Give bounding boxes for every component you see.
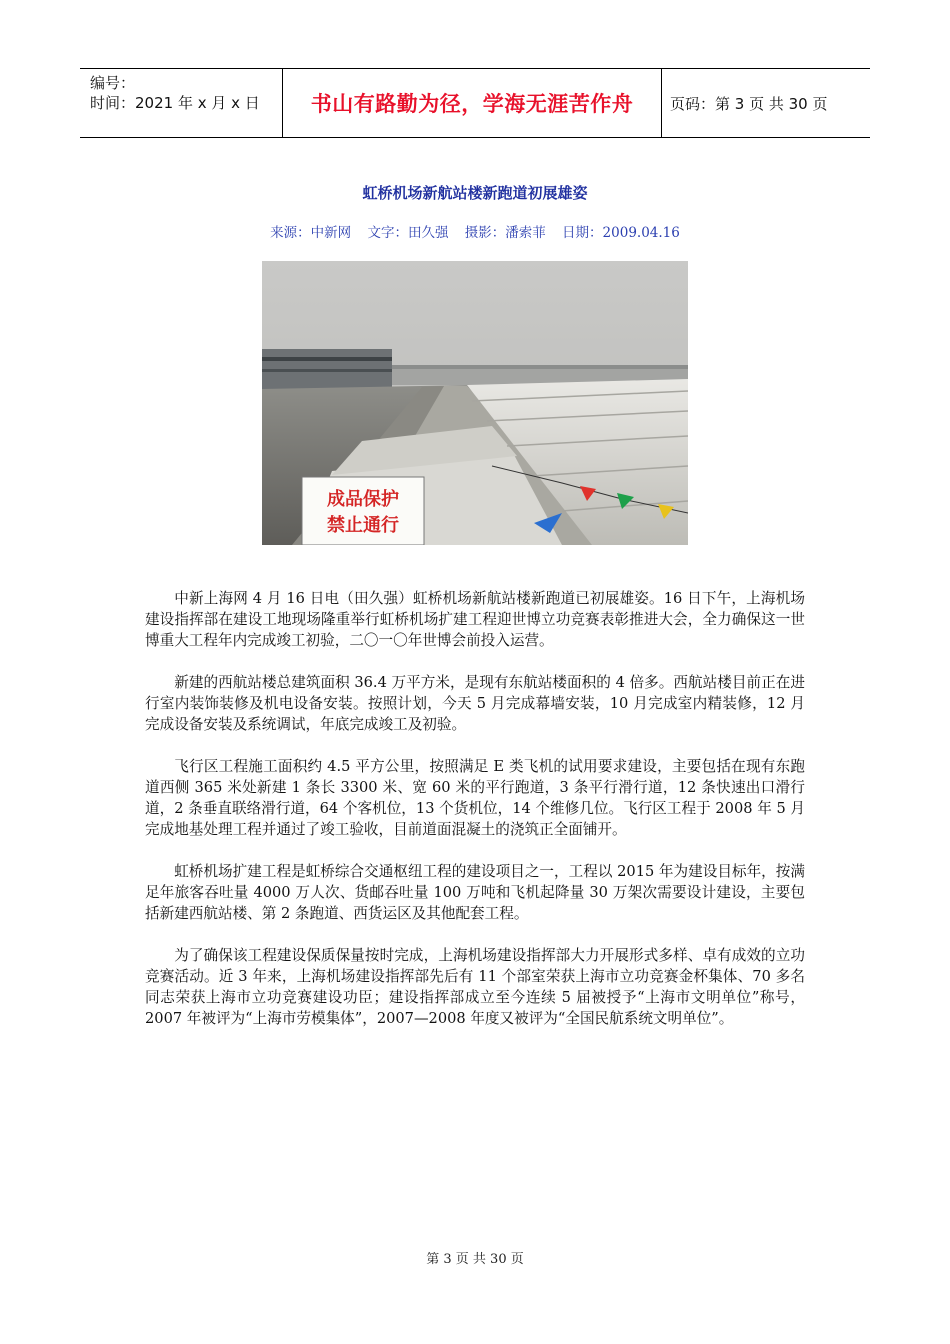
article-body bbox=[145, 588, 805, 1050]
article-source: 来源：中新网 bbox=[270, 225, 352, 241]
header-page-info: 页码：第 3 页 共 30 页 bbox=[670, 94, 828, 113]
article-paragraph: 中新上海网 4 月 16 日电（田久强）虹桥机场新航站楼新跑道已初展雄姿。16 日下午，上海机场建设指挥部在建设工地现场隆重举行虹桥机场扩建工程迎世博立功竞赛表彰推进大会，全力确保这一世博重大工程年内完成竣工初验，二〇一〇年世博会前投入运营。 bbox=[145, 590, 805, 649]
article-paragraph: 为了确保该工程建设保质保量按时完成，上海机场建设指挥部大力开展形式多样、卓有成效的立功竞赛活动。近 3 年来，上海机场建设指挥部先后有 11 个部室荣获上海市立功竞赛金杯集体、70 多名同志荣获上海市立功竞赛建设功臣；建设指挥部成立至今连续 5 届被授予“上海市文明单位”称号，2007 年被评为“上海市劳模集体”，2007—2008 年度又被评为“全国民航系统文明单位”。 bbox=[145, 947, 805, 1027]
article-paragraph: 新建的西航站楼总建筑面积 36.4 万平方米，是现有东航站楼面积的 4 倍多。西航站楼目前正在进行室内装饰装修及机电设备安装。按照计划，今天 5 月完成幕墙安装，10 月完成室内精装修，12 月完成设备安装及系统调试，年底完成竣工及初验。 bbox=[145, 674, 805, 733]
photo-sign-line-1: 成品保护 bbox=[327, 489, 399, 510]
page-header bbox=[80, 68, 870, 138]
page-footer: 第 3 页 共 30 页 bbox=[426, 1252, 524, 1267]
article-title: 虹桥机场新航站楼新跑道初展雄姿 bbox=[362, 184, 588, 202]
article-paragraph: 虹桥机场扩建工程是虹桥综合交通枢纽工程的建设项目之一，工程以 2015 年为建设目标年，按满足年旅客吞吐量 4000 万人次、货邮吞吐量 100 万吨和飞机起降量 30 万架次需要设计建设，主要包括新建西航站楼、第 2 条跑道、西货运区及其他配套工程。 bbox=[145, 863, 805, 922]
doc-number-label: 编号： bbox=[90, 74, 136, 92]
header-info bbox=[80, 69, 282, 137]
article-photographer: 摄影：潘索菲 bbox=[464, 225, 546, 241]
article-date: 日期：2009.04.16 bbox=[562, 225, 680, 241]
header-motto: 书山有路勤为径，学海无涯苦作舟 bbox=[282, 69, 662, 137]
article-paragraph: 飞行区工程施工面积约 4.5 平方公里，按照满足 E 类飞机的试用要求建设，主要包括在现有东跑道西侧 365 米处新建 1 条长 3300 米、宽 60 米的平行跑道，3 条平行滑行道，12 条快速出口滑行道，2 条垂直联络滑行道，64 个客机位，13 个货机位，14 个维修几位。飞行区工程于 2008 年 5 月完成地基处理工程并通过了竣工验收，目前道面混凝土的浇筑正全面铺开。 bbox=[145, 758, 805, 838]
article-author: 文字：田久强 bbox=[367, 225, 449, 241]
doc-time-label: 时间：2021 年 x 月 x 日 bbox=[90, 94, 260, 112]
article-meta bbox=[0, 221, 950, 241]
photo-sign-line-2: 禁止通行 bbox=[327, 515, 399, 536]
article-photo bbox=[262, 261, 688, 545]
